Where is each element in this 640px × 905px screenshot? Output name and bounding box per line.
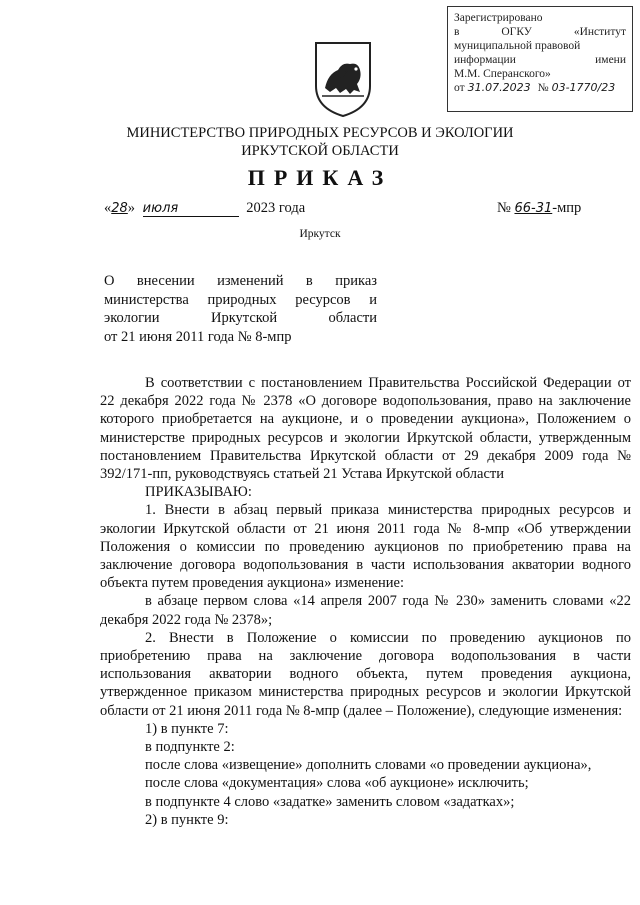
clause-1-paragraph: 1. Внести в абзац первый приказа министерства природных ресурсов и экологии Иркутской области от 21 июня 2011 года № 8-мпр «Об утверждении Положения о комиссии по проведению аукционов по приобретению права на заключение договора водопользования в части использования акватории водного объекта путем проведения аукциона» изменение: — [100, 502, 631, 592]
order-date — [104, 200, 305, 217]
order-number-value: 66-31 — [514, 201, 553, 216]
clause-2-paragraph: 2. Внести в Положение о комиссии по проведению аукционов по приобретению права на заключение договора водопользования в части использования акватории водного объекта, путем проведения аукциона, утвержденное приказом министерства природных ресурсов и экологии Иркутской области от 21 июня 2011 года № 8-мпр (далее – Положение), следующие изменения: — [100, 629, 631, 719]
subject-line-4: от 21 июня 2011 года № 8-мпр — [104, 328, 292, 345]
stamp-line-4-left: информации — [454, 54, 516, 66]
stamp-date: 31.07.2023 — [467, 81, 531, 94]
subitem-2-change-2: после слова «документация» слова «об аукционе» исключить; — [145, 775, 529, 792]
coat-of-arms-icon — [312, 40, 374, 118]
stamp-line-2-left: в — [454, 26, 460, 38]
stamp-line-5: М.М. Сперанского» — [454, 68, 551, 80]
order-subject — [104, 272, 377, 346]
stamp-line-2-mid: ОГКУ — [501, 26, 532, 38]
stamp-line-4 — [454, 53, 626, 67]
city-name: Иркутск — [299, 228, 341, 240]
stamp-date-prefix: от — [454, 82, 465, 94]
order-number — [497, 200, 581, 217]
subject-line-2: министерства природных ресурсов и — [104, 291, 377, 308]
ministry-header — [0, 124, 640, 160]
order-number-prefix: № — [497, 200, 511, 216]
date-open-quote: « — [104, 200, 112, 216]
order-keyword: ПРИКАЗЫВАЮ: — [145, 484, 252, 501]
stamp-line-3: муниципальной правовой — [454, 40, 581, 52]
stamp-line-1: Зарегистрировано — [454, 12, 543, 24]
clause-1-change: в абзаце первом слова «14 апреля 2007 года № 230» заменить словами «22 декабря 2022 года № 2378»; — [100, 593, 631, 628]
order-body — [100, 374, 631, 829]
date-month: июля — [143, 201, 239, 217]
stamp-line-2-right: «Институт — [573, 26, 626, 38]
subject-line-1: О внесении изменений в приказ — [104, 273, 377, 289]
stamp-line-6 — [454, 81, 626, 95]
date-close-quote: » — [127, 200, 136, 216]
subitem-2-change-1: после слова «извещение» дополнить словами «о проведении аукциона», — [145, 757, 592, 774]
ministry-name-line-1: МИНИСТЕРСТВО ПРИРОДНЫХ РЕСУРСОВ И ЭКОЛОГИИ — [126, 125, 514, 141]
document-title: ПРИКАЗ — [247, 165, 393, 190]
date-day: 28 — [111, 201, 128, 216]
item-2-heading: 2) в пункте 9: — [145, 811, 229, 828]
stamp-number: 03-1770/23 — [551, 81, 616, 94]
subject-line-3: экологии Иркутской области — [104, 310, 377, 326]
order-number-suffix: -мпр — [552, 200, 582, 216]
subitem-4-change: в подпункте 4 слово «задатке» заменить словом «задатках»; — [145, 793, 515, 810]
stamp-line-4-right: имени — [595, 54, 626, 66]
preamble-paragraph: В соответствии с постановлением Правительства Российской Федерации от 22 декабря 2022 года № 2378 «О договоре водопользования, право на заключение которого приобретается на аукционе, и о проведении аукциона», Положением о министерстве природных ресурсов и экологии Иркутской области, утвержденным постановлением Правительства Иркутской области от 29 декабря 2009 года № 392/171-пп, руководствуясь статьей 21 Устава Иркутской области — [100, 375, 631, 483]
registration-stamp — [447, 6, 633, 112]
date-year: 2023 года — [246, 200, 306, 216]
ministry-name-line-2: ИРКУТСКОЙ ОБЛАСТИ — [241, 143, 399, 159]
item-1-heading: 1) в пункте 7: — [145, 720, 229, 737]
stamp-line-2 — [454, 25, 626, 39]
subitem-2-heading: в подпункте 2: — [145, 739, 235, 756]
stamp-number-prefix: № — [537, 82, 549, 94]
